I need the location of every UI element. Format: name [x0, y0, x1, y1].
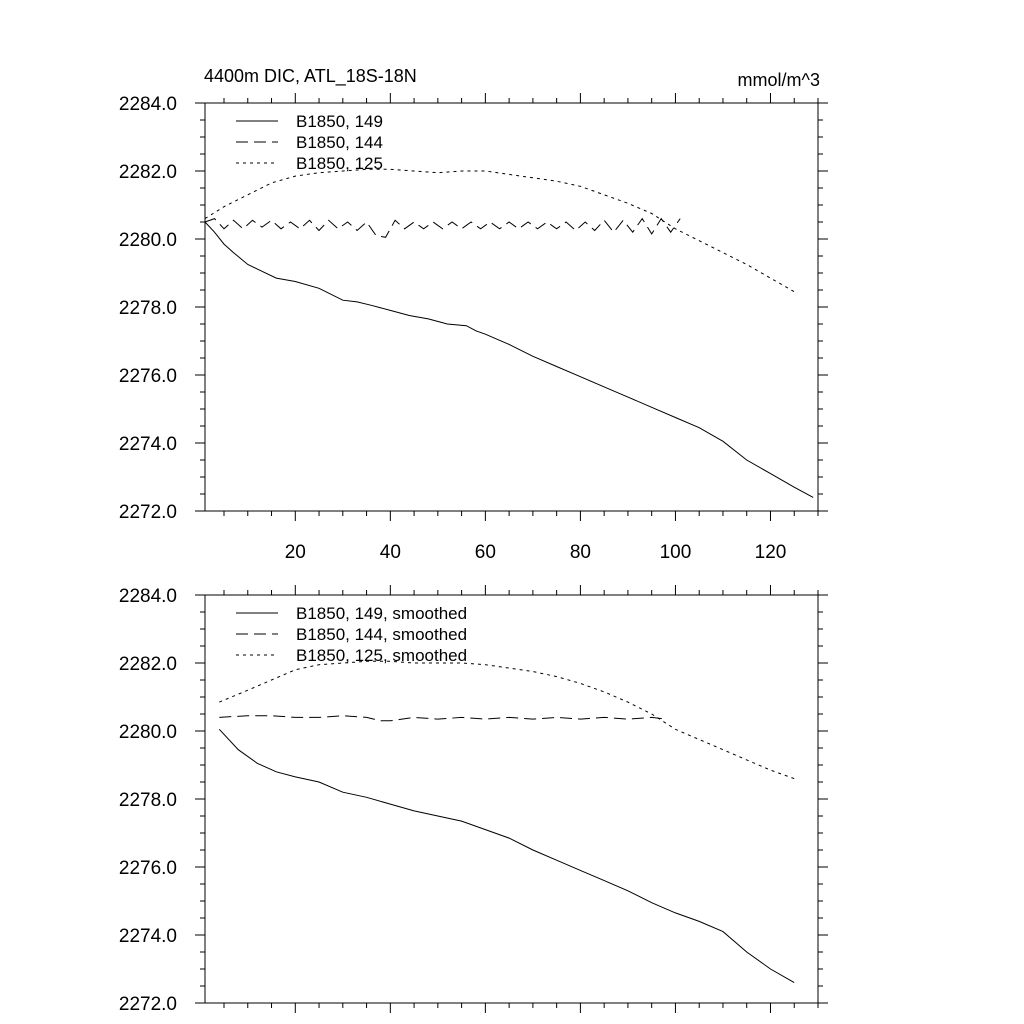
series-line-3 [219, 661, 794, 778]
y-tick-label: 2280.0 [118, 230, 177, 251]
y-tick-label: 2272.0 [118, 502, 177, 523]
x-tick-label: 100 [659, 542, 692, 563]
plot-title: 4400m DIC, ATL_18S-18N [204, 66, 417, 86]
y-tick-label: 2278.0 [118, 790, 177, 811]
legend-label-2: B1850, 144, smoothed [296, 625, 468, 644]
legend-label-1: B1850, 149, smoothed [296, 604, 468, 623]
y-tick-label: 2282.0 [118, 654, 177, 675]
x-tick-label: 120 [754, 542, 787, 563]
y-tick-label: 2284.0 [118, 94, 177, 115]
y-tick-label: 2282.0 [118, 162, 177, 183]
y-tick-label: 2276.0 [118, 858, 177, 879]
y-tick-label: 2274.0 [118, 434, 177, 455]
legend [236, 112, 383, 173]
series-line-1 [205, 222, 813, 497]
y-tick-label: 2276.0 [118, 366, 177, 387]
x-tick-label: 60 [474, 542, 496, 563]
top-panel [119, 93, 828, 563]
y-tick-label: 2280.0 [118, 722, 177, 743]
legend [236, 604, 467, 665]
y-tick-label: 2278.0 [118, 298, 177, 319]
legend-label-3: B1850, 125, smoothed [296, 646, 468, 665]
series-line-3 [205, 169, 794, 291]
legend-label-2: B1850, 144 [296, 133, 383, 152]
series-line-1 [219, 729, 794, 982]
series-line-2 [219, 716, 666, 721]
legend-label-3: B1850, 125 [296, 154, 383, 173]
y-tick-label: 2274.0 [118, 926, 177, 947]
y-tick-label: 2272.0 [118, 994, 177, 1015]
x-tick-label: 20 [284, 542, 306, 563]
units-label: mmol/m^3 [737, 70, 820, 90]
x-tick-label: 80 [569, 542, 591, 563]
y-tick-label: 2284.0 [118, 586, 177, 607]
bottom-panel [119, 585, 828, 1015]
legend-label-1: B1850, 149 [296, 112, 383, 131]
series-line-2 [205, 219, 680, 238]
x-tick-label: 40 [379, 542, 401, 563]
